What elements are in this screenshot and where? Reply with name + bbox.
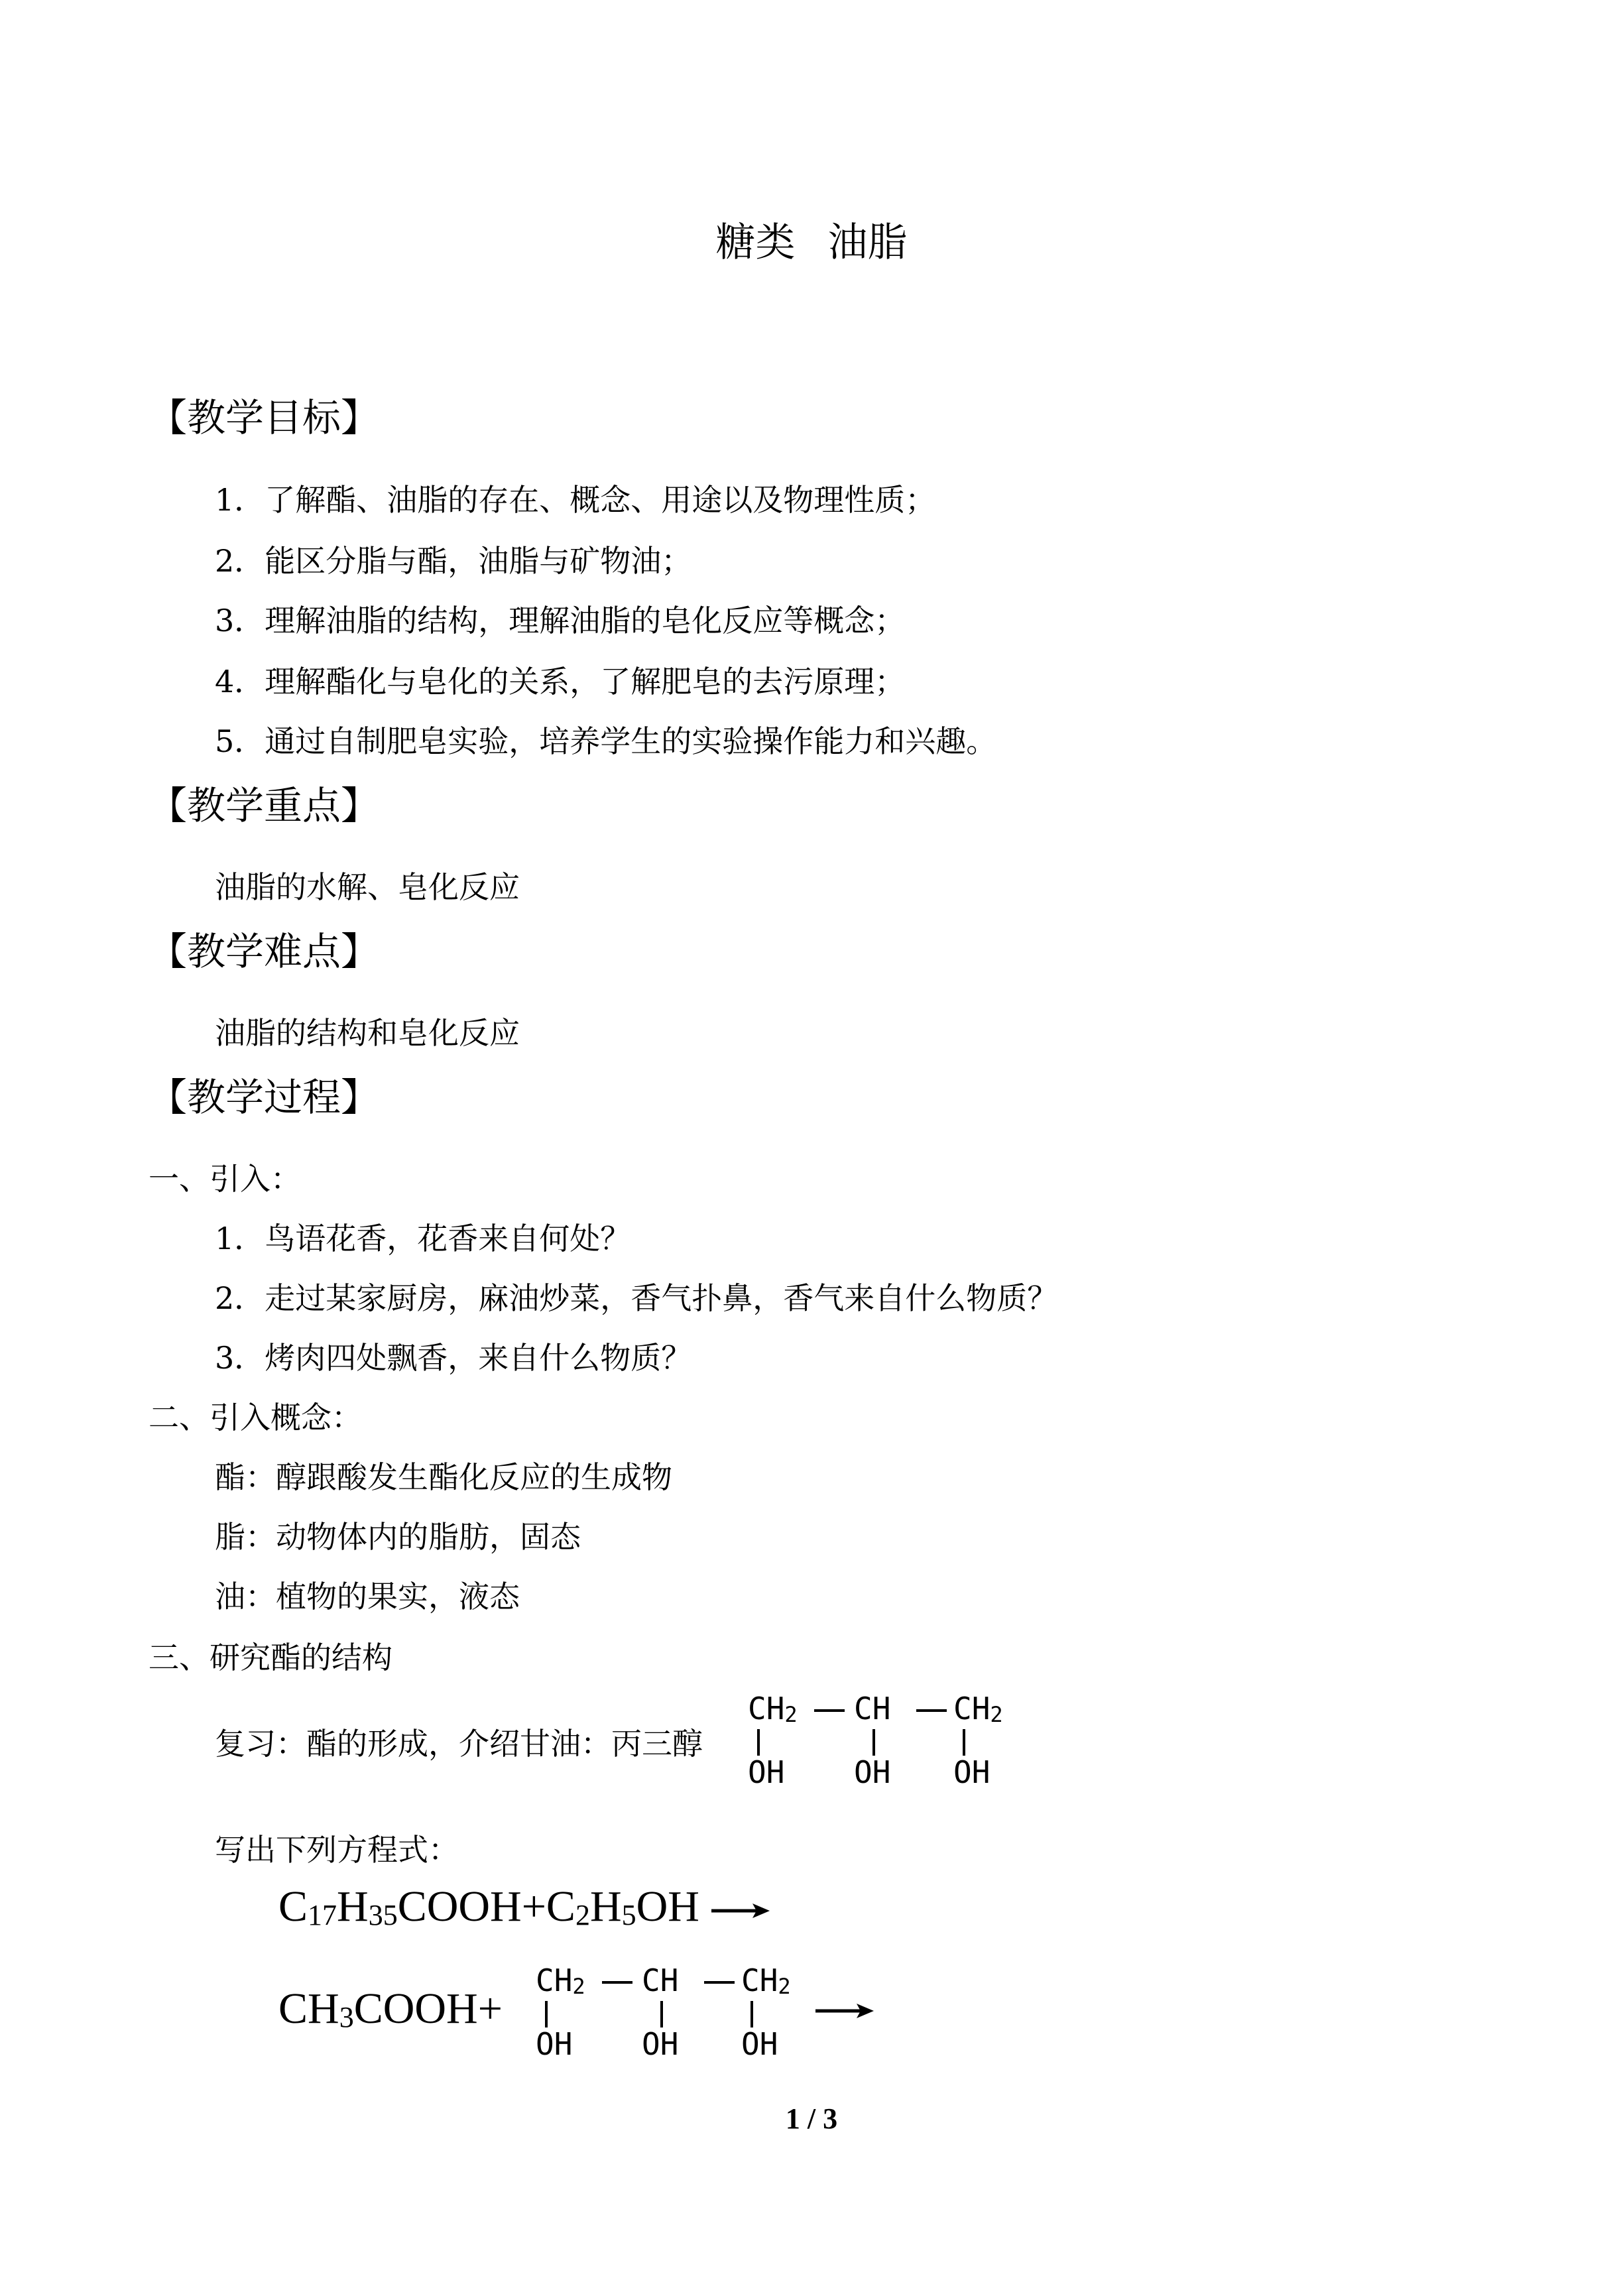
intro-item: 1．鸟语花香，花香来自何处？ [215, 1221, 631, 1256]
glycerol-ch2-right: $CH_2$ [741, 1963, 791, 1999]
glycerol-ch2-left: $CH_2$ [536, 1963, 585, 1999]
equation-1: $C_{17}H_{35}COOH+C_2H_5OH$ [278, 1882, 771, 1932]
reaction-arrow-icon [710, 1901, 771, 1921]
intro-item: 2．走过某家厨房，麻油炒菜，香气扑鼻，香气来自什么物质？ [215, 1280, 1058, 1316]
bond-bar [757, 1729, 760, 1756]
glycerol-oh: OH [953, 1754, 991, 1790]
page-number: 1 / 3 [785, 2102, 838, 2135]
objective-item: 4．理解酯化与皂化的关系，了解肥皂的去污原理； [215, 664, 906, 699]
intro-item: 3．烤肉四处飘香，来自什么物质？ [215, 1340, 692, 1376]
glycerol-review-text: 复习：酯的形成，介绍甘油：丙三醇 [215, 1726, 703, 1762]
equation-2: $CH_3COOH+$ [278, 1984, 503, 2033]
write-equations-text: 写出下列方程式： [215, 1832, 459, 1868]
bond-bar [872, 1729, 875, 1756]
objective-item: 1．了解酯、油脂的存在、概念、用途以及物理性质； [215, 482, 936, 518]
objective-item: 2．能区分脂与酯，油脂与矿物油； [215, 543, 692, 579]
bond-bar [660, 2001, 663, 2027]
difficulties-text: 油脂的结构和皂化反应 [215, 1015, 520, 1051]
reaction-arrow-icon [814, 2001, 875, 2021]
key-points-heading: 【教学重点】 [149, 783, 380, 828]
glycerol-structure [748, 1691, 1013, 1797]
concept-item: 脂：动物体内的脂肪，固态 [215, 1519, 581, 1555]
structure-label: 三、研究酯的结构 [149, 1640, 392, 1675]
glycerol-ch-middle: CH [642, 1963, 679, 1998]
objective-item: 3．理解油脂的结构，理解油脂的皂化反应等概念； [215, 603, 906, 638]
bond-bar [751, 2001, 753, 2027]
bond-bar [963, 1729, 965, 1756]
glycerol-ch2-right: $CH_2$ [953, 1691, 1003, 1727]
glycerol-ch-middle: CH [854, 1691, 891, 1726]
difficulties-heading: 【教学难点】 [149, 929, 380, 974]
bond-dash [814, 1709, 845, 1712]
objective-item: 5．通过自制肥皂实验，培养学生的实验操作能力和兴趣。 [215, 723, 997, 759]
objectives-heading: 【教学目标】 [149, 395, 380, 440]
glycerol-structure-equation [536, 1963, 801, 2069]
process-heading: 【教学过程】 [149, 1075, 380, 1120]
bond-bar [545, 2001, 548, 2027]
page-title: 糖类 油脂 [715, 219, 908, 266]
bond-dash [704, 1981, 735, 1984]
concepts-label: 二、引入概念： [149, 1400, 362, 1435]
glycerol-oh: OH [741, 2026, 778, 2062]
intro-label: 一、引入： [149, 1161, 301, 1197]
bond-dash [916, 1709, 947, 1712]
glycerol-oh: OH [854, 1754, 891, 1790]
concept-item: 酯：醇跟酸发生酯化反应的生成物 [215, 1459, 672, 1495]
glycerol-oh: OH [642, 2026, 679, 2062]
bond-dash [602, 1981, 632, 1984]
glycerol-ch2-left: $CH_2$ [748, 1691, 798, 1727]
glycerol-oh: OH [748, 1754, 785, 1790]
glycerol-oh: OH [536, 2026, 573, 2062]
key-points-text: 油脂的水解、皂化反应 [215, 869, 520, 905]
concept-item: 油：植物的果实，液态 [215, 1579, 520, 1614]
